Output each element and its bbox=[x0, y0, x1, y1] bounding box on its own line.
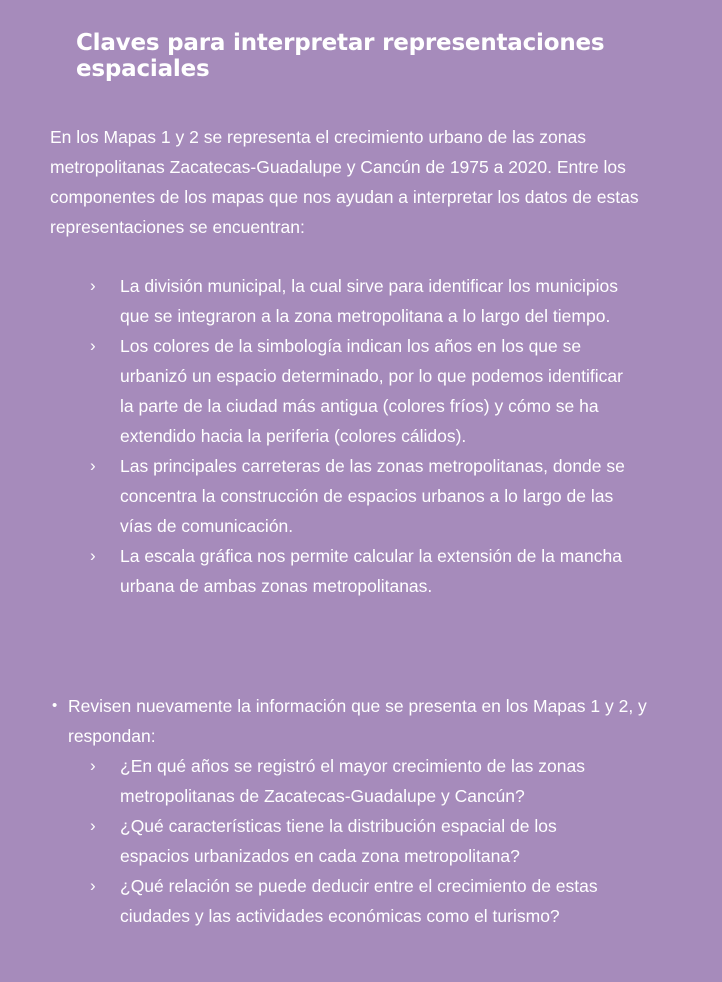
question-text: ¿Qué relación se puede deducir entre el crecimiento de estas ciudades y las actividades económicas como el turismo? bbox=[120, 876, 598, 926]
chevron-right-icon: › bbox=[90, 756, 96, 775]
question-text: ¿En qué años se registró el mayor crecimiento de las zonas metropolitanas de Zacatecas-Guadalupe y Cancún? bbox=[120, 756, 585, 806]
section-title: Claves para interpretar representaciones espaciales bbox=[76, 30, 605, 82]
list-item bbox=[90, 271, 640, 331]
questions-list-container bbox=[90, 751, 620, 931]
questions-list bbox=[90, 751, 620, 931]
chevron-right-icon: › bbox=[90, 276, 96, 295]
components-list-container bbox=[90, 271, 640, 601]
chevron-right-icon: › bbox=[90, 816, 96, 835]
list-item-text: Las principales carreteras de las zonas metropolitanas, donde se concentra la construcción de espacios urbanos a lo largo de las vías de comunicación. bbox=[120, 456, 625, 536]
question-text: ¿Qué características tiene la distribución espacial de los espacios urbanizados en cada zona metropolitana? bbox=[120, 816, 557, 866]
list-item bbox=[90, 451, 640, 541]
question-item bbox=[90, 751, 620, 811]
list-item-text: Los colores de la simbología indican los años en los que se urbanizó un espacio determinado, por lo que podemos identificar la parte de la ciudad más antigua (colores fríos) y cómo se ha extendido hacia la periferia (colores cálidos). bbox=[120, 336, 623, 446]
question-item bbox=[90, 811, 620, 871]
components-list bbox=[90, 271, 640, 601]
task-instruction-text: Revisen nuevamente la información que se presenta en los Mapas 1 y 2, y respondan: bbox=[68, 696, 647, 746]
chevron-right-icon: › bbox=[90, 876, 96, 895]
question-item bbox=[90, 871, 620, 931]
chevron-right-icon: › bbox=[90, 456, 96, 475]
intro-paragraph: En los Mapas 1 y 2 se representa el crecimiento urbano de las zonas metropolitanas Zacatecas-Guadalupe y Cancún de 1975 a 2020. Entre los componentes de los mapas que nos ayudan a interpretar los datos de estas representaciones se encuentran: bbox=[50, 127, 639, 237]
task-block bbox=[50, 691, 670, 926]
chevron-right-icon: › bbox=[90, 336, 96, 355]
list-item bbox=[90, 331, 640, 451]
chevron-right-icon: › bbox=[90, 546, 96, 565]
list-item-text: La escala gráfica nos permite calcular la extensión de la mancha urbana de ambas zonas metropolitanas. bbox=[120, 546, 622, 596]
bullet-dot-icon: • bbox=[52, 697, 58, 714]
list-item-text: La división municipal, la cual sirve para identificar los municipios que se integraron a la zona metropolitana a lo largo del tiempo. bbox=[120, 276, 619, 326]
list-item bbox=[90, 541, 640, 601]
task-instruction bbox=[50, 691, 670, 751]
